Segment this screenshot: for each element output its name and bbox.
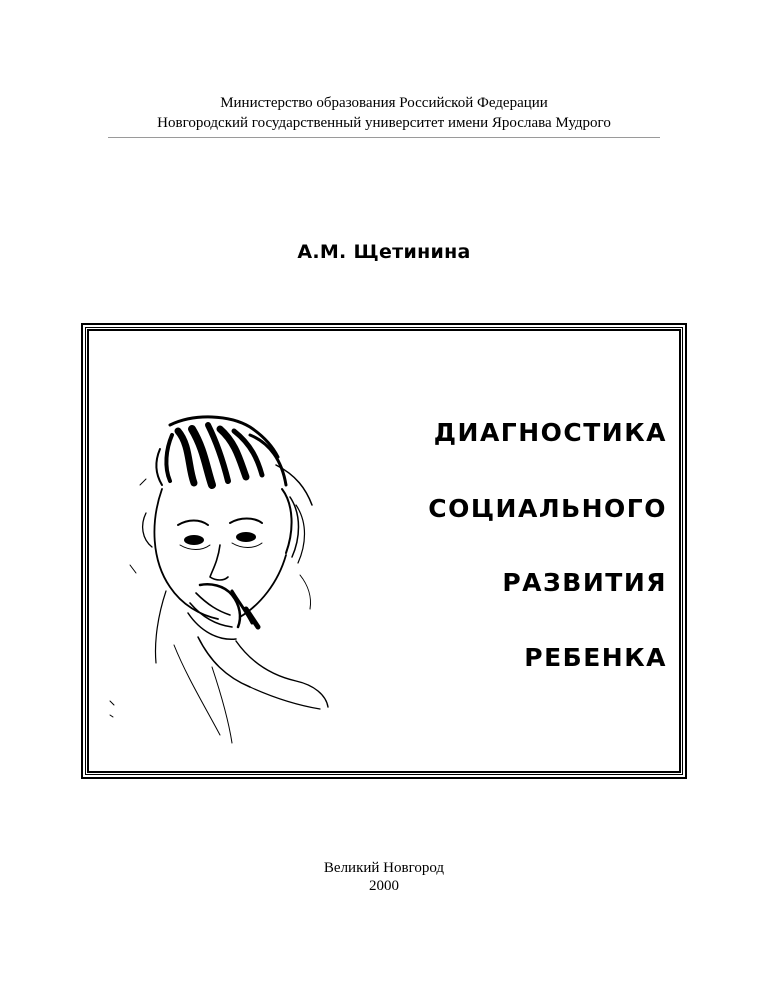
footer-block [0, 859, 768, 895]
ministry-line: Министерство образования Российской Федерации [220, 95, 548, 111]
header-divider [108, 137, 660, 138]
university-line: Новгородский государственный университет имени Ярослава Мудрого [157, 115, 611, 131]
title-line-2: СОЦИАЛЬНОГО [428, 494, 667, 523]
publication-city: Великий Новгород [323, 860, 445, 876]
title-line-3: РАЗВИТИЯ [502, 568, 667, 597]
title-line-1: ДИАГНОСТИКА [433, 418, 667, 447]
title-line-4: РЕБЕНКА [524, 643, 667, 672]
publication-year: 2000 [369, 878, 399, 894]
author-name: А.М. Щетинина [297, 241, 471, 263]
header-block [0, 93, 768, 133]
child-sketch-illustration [100, 405, 370, 755]
